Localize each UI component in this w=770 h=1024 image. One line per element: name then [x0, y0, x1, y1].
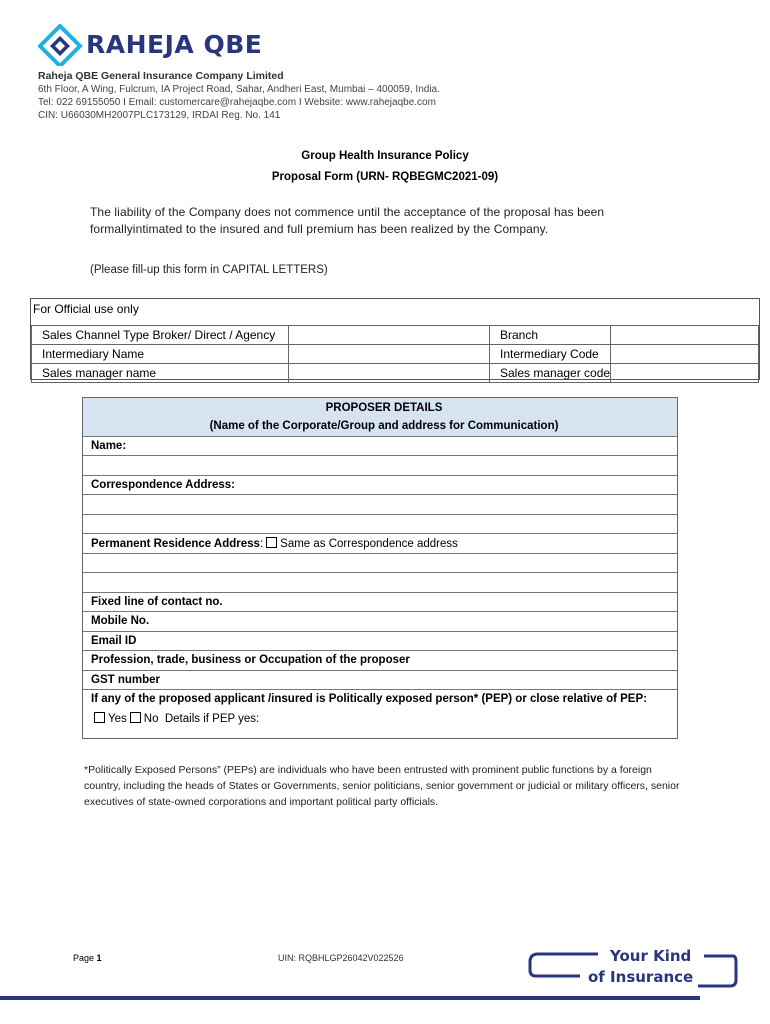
sales-manager-name-label: Sales manager name [32, 364, 289, 383]
intermediary-name-label: Intermediary Name [32, 345, 289, 364]
intermediary-name-field[interactable] [289, 345, 490, 364]
company-contact: Tel: 022 69155050 I Email: customercare@rahejaqbe.com I Website: www.rahejaqbe.com [38, 97, 436, 108]
pep-no-checkbox[interactable] [130, 712, 141, 723]
company-address: 6th Floor, A Wing, Fulcrum, IA Project Road, Sahar, Andheri East, Mumbai – 400059, India. [38, 84, 440, 95]
mobile-label: Mobile No. [83, 612, 677, 632]
same-as-checkbox[interactable] [266, 537, 277, 548]
pep-question: If any of the proposed applicant /insured is Politically exposed person* (PEP) or close relative of PEP: [91, 693, 647, 706]
gst-label: GST number [83, 670, 677, 690]
pep-details-label: Details if PEP yes: [164, 712, 260, 725]
tagline-line2: of Insurance [588, 968, 694, 986]
intermediary-code-field[interactable] [611, 345, 759, 364]
page-number: Page 1 [73, 953, 102, 963]
official-use-table [31, 325, 759, 383]
fill-instruction: (Please fill-up this form in CAPITAL LETTERS) [90, 264, 328, 276]
sales-manager-name-field[interactable] [289, 364, 490, 383]
logo-text: RAHEJA QBE [86, 30, 263, 59]
logo-emblem-icon [40, 26, 80, 66]
uin-code: UIN: RQBHLGP26042V022526 [278, 953, 404, 963]
pep-answer-row [83, 709, 677, 738]
correspondence-address-field-2[interactable] [83, 514, 677, 534]
fixed-line-label: Fixed line of contact no. [83, 592, 677, 612]
form-title: Group Health Insurance Policy [301, 150, 469, 162]
proposer-header: PROPOSER DETAILS [83, 398, 677, 417]
name-field[interactable] [83, 456, 677, 476]
name-label: Name: [83, 436, 677, 456]
correspondence-address-label: Correspondence Address: [83, 475, 677, 495]
permanent-address-row: Permanent Residence Address: Same as Correspondence address [83, 534, 677, 554]
permanent-address-field-1[interactable] [83, 553, 677, 573]
pep-yes-label: Yes [108, 712, 127, 725]
form-subtitle: Proposal Form (URN- RQBEGMC2021-09) [271, 171, 499, 183]
sales-channel-label: Sales Channel Type Broker/ Direct / Agency [32, 326, 289, 345]
official-use-section [30, 298, 760, 380]
correspondence-address-field-1[interactable] [83, 495, 677, 515]
sales-manager-code-field[interactable] [611, 364, 759, 383]
footer-rule [0, 996, 700, 1000]
pep-yes-checkbox[interactable] [94, 712, 105, 723]
branch-label: Branch [490, 326, 611, 345]
proposer-details-table [83, 398, 677, 738]
tagline-line1: Your Kind [610, 947, 692, 965]
tagline-graphic [528, 944, 738, 996]
permanent-address-field-2[interactable] [83, 573, 677, 593]
pep-no-label: No [143, 712, 159, 725]
sales-manager-code-label: Sales manager code [490, 364, 611, 383]
same-as-label: Same as Correspondence address [280, 537, 458, 550]
proposer-subheader: (Name of the Corporate/Group and address for Communication) [83, 417, 677, 436]
pep-definition-note: *Politically Exposed Persons” (PEPs) are individuals who have been entrusted with prominent public functions by a foreign country, including the heads of States or Governments, senior politicians, senior government or judicial or military officers, senior executives of state-owned corporations and important political party officials. [84, 764, 680, 808]
official-use-title: For Official use only [33, 302, 139, 316]
sales-channel-field[interactable] [289, 326, 490, 345]
branch-field[interactable] [611, 326, 759, 345]
proposer-details-section [82, 397, 678, 739]
company-cin: CIN: U66030MH2007PLC173129, IRDAI Reg. No. 141 [38, 110, 281, 121]
liability-paragraph: The liability of the Company does not commence until the acceptance of the proposal has been formallyintimated to the insured and full premium has been realized by the Company. [90, 205, 605, 236]
company-name: Raheja QBE General Insurance Company Limited [38, 70, 284, 82]
email-label: Email ID [83, 631, 677, 651]
permanent-address-label: Permanent Residence Address [91, 537, 260, 550]
intermediary-code-label: Intermediary Code [490, 345, 611, 364]
profession-label: Profession, trade, business or Occupation of the proposer [83, 651, 677, 671]
